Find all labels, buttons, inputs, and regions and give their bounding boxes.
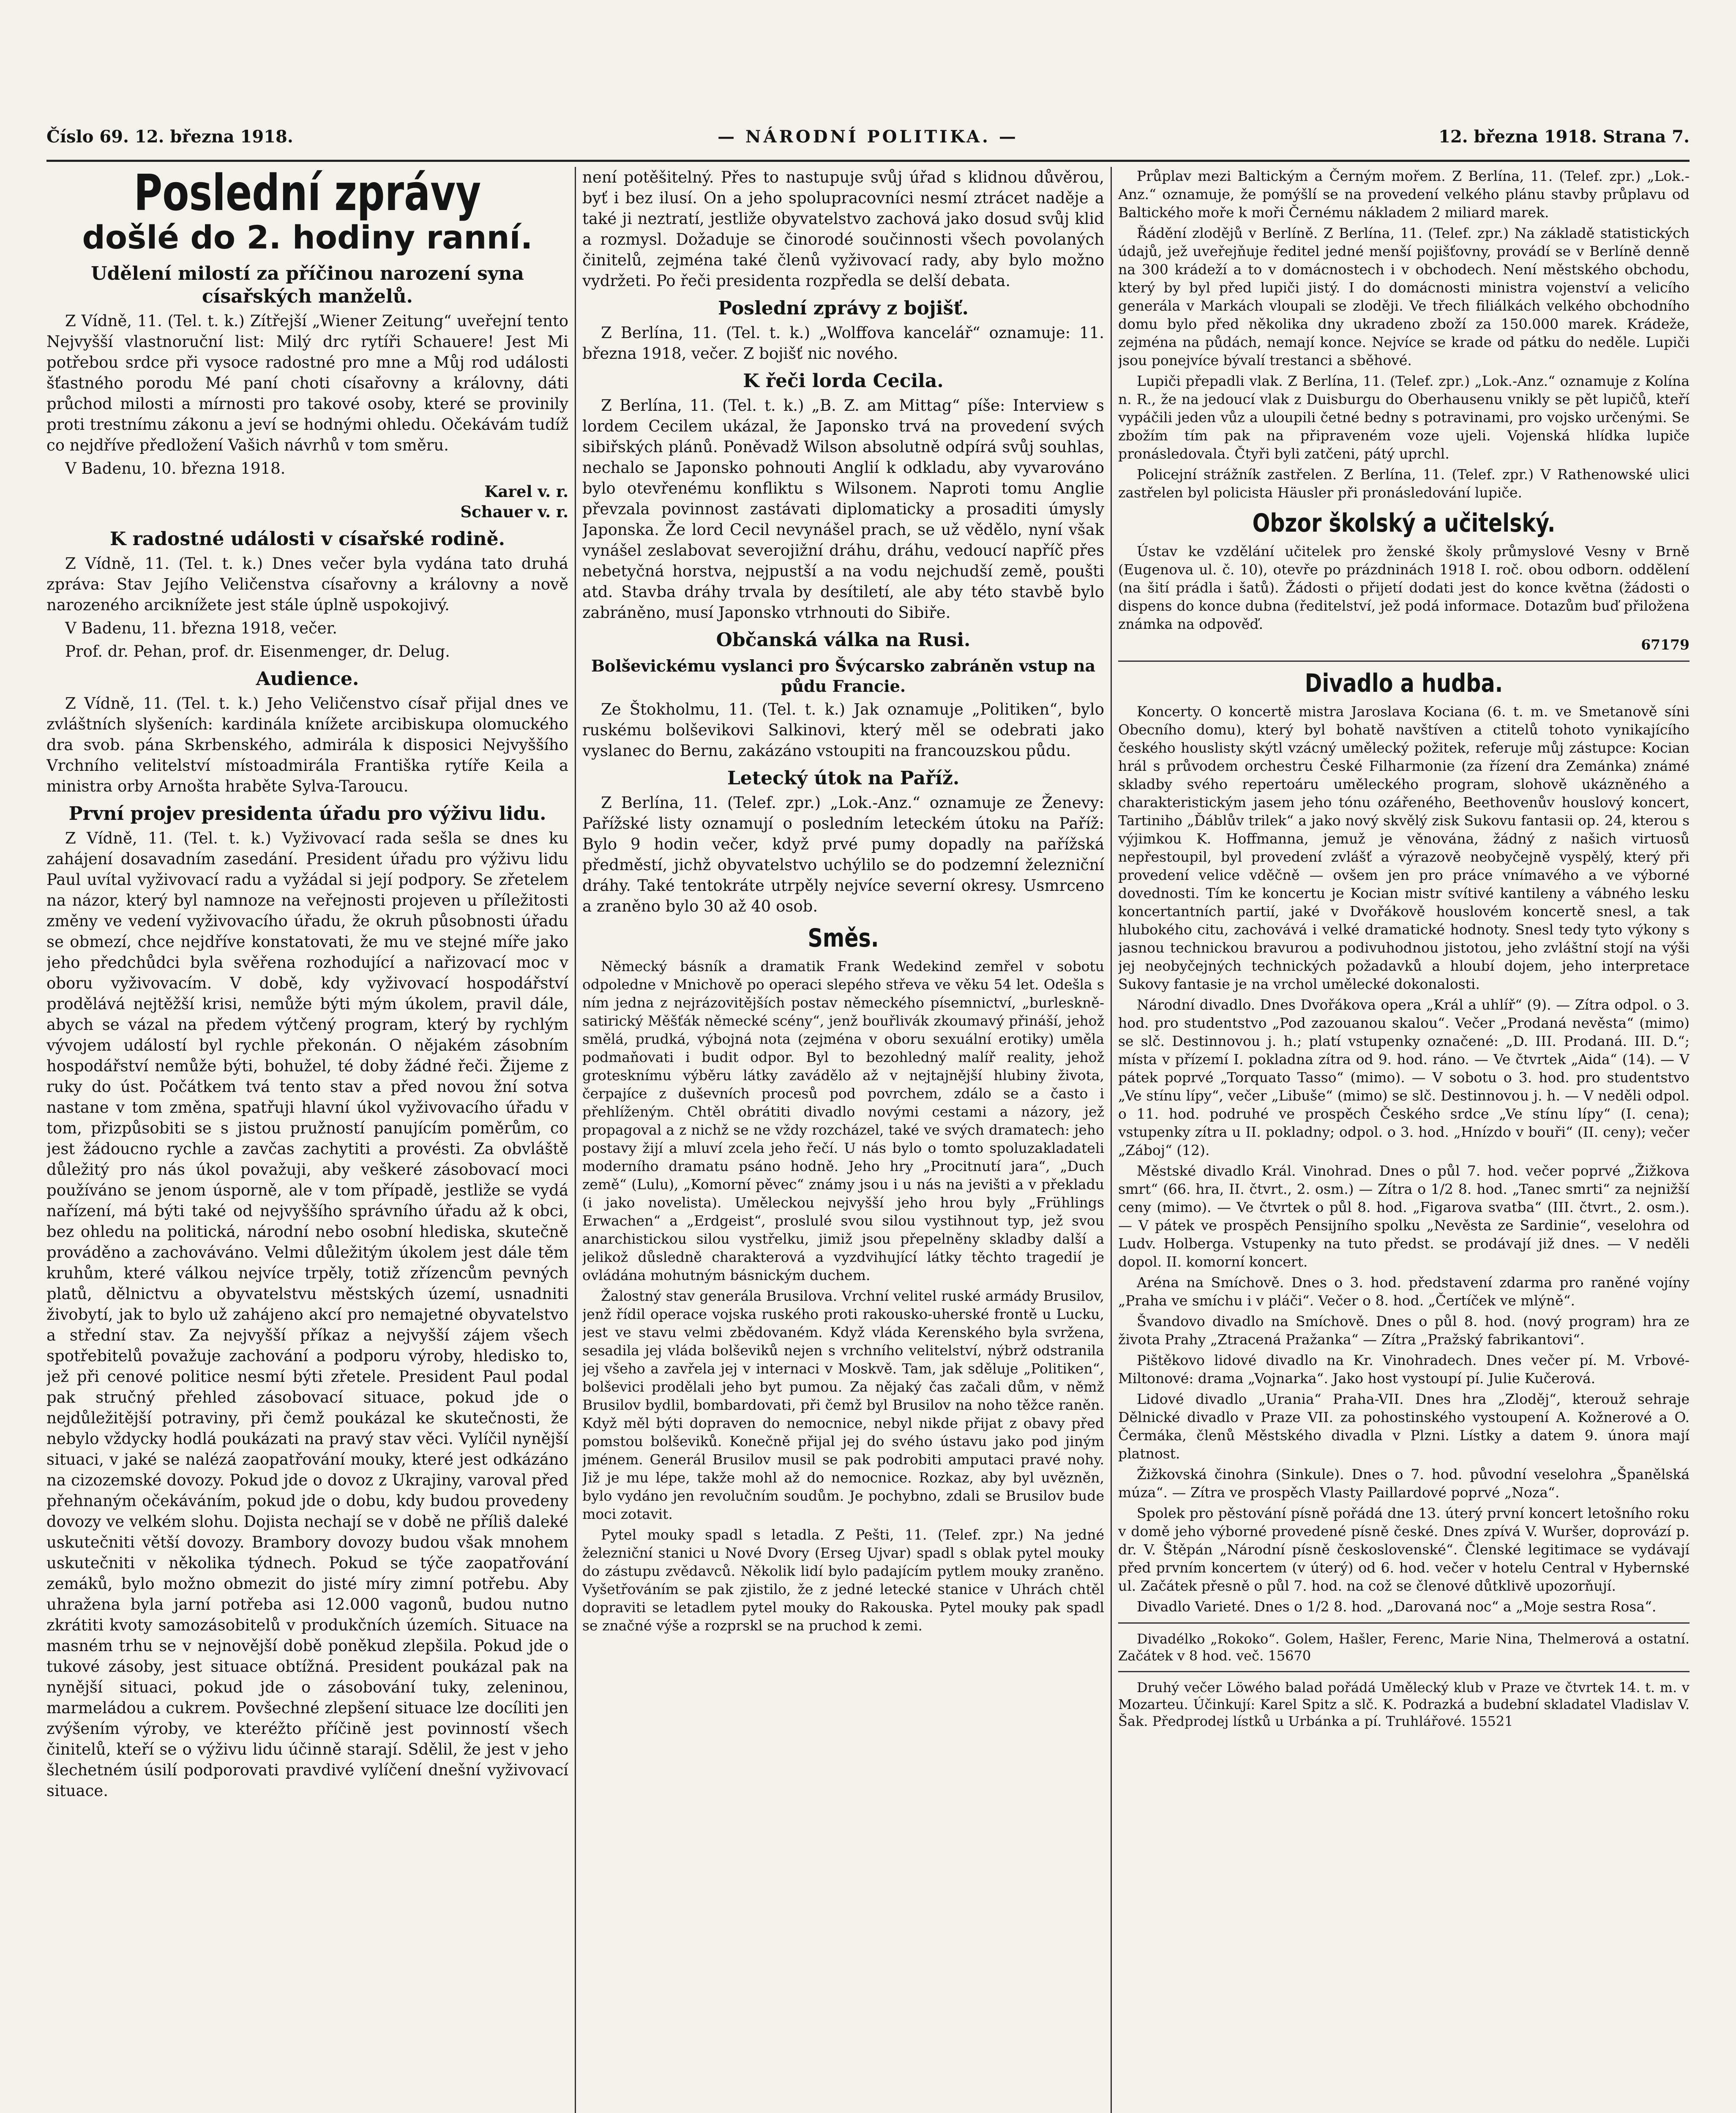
- article-text: Z Vídně, 11. (Tel. t. k.) Dnes večer byla vydána tato druhá zpráva: Stav Jejího Veličenstva císařovny a královny a nově narozeného arciknížete jest stále úplně uspokojivý.: [46, 554, 568, 614]
- advertisement: Druhý večer Löwého balad pořádá Umělecký klub v Praze ve čtvrtek 14. t. m. v Mozarteu. Účinkují: Karel Spitz a slč. K. Podrazká a budební skladatel Vladislav V. Šak. Předprodej lístků u Urbánka a pí. Truhlářové. 15521: [1118, 1679, 1690, 1729]
- article-text: Ze Štokholmu, 11. (Tel. t. k.) Jak oznamuje „Politiken“, bylo ruskému bolševikovi Salkinovi, který měl se odebrati jako vyslanec do Bernu, zakázáno vstoupiti na francouzskou půdu.: [582, 700, 1104, 760]
- column-3: [1118, 167, 1690, 2113]
- article-text: Koncerty. O koncertě mistra Jaroslava Kociana (6. t. m. ve Smetanově síni Obecního domu), který byl bohatě navštíven a ctitelů tohoto vynikajícího českého houslisty skýtl vzácný umělecký požitek, referuje můj zástupce: Kocian hrál s průvodem orchestru České Filharmonie (za řízení dra Zemánka) známé skladby svého repertoáru uměleckého program, slohově ukázněného a charakteristickým jasem jeho tónu ozářeného, Beethovenův houslový koncert, Tartiniho „Ďáblův trilek“ a jako nový skvělý zisk Sukovu fantasii op. 24, kterou s výjimkou K. Hoffmanna, jemuž je věnována, žádný z našich virtuosů nepřestoupil, byl provedení zvlášť a výrazově neobyčejně vyspělý, který při provedení velice vděčně — ovšem jen pro práce vnímavého a ve výborné dovednosti. Tím ke koncertu je Kocian mistr svítivé kantileny a vábného lesku koncertantních partií, jaké v Dvořákově houslovém koncertě snesl, a tak hlubokého citu, zachovává i velké dramatické hodnoty. Snesl tedy tyto výkony s jasnou technickou bravurou a podivuhodnou jistotou, jeho zvláštní stojí na výši jej neobyčejných technických požadavků a hloubí dojem, jeho interpretace Sukovy fantasie je na vrchol umělecké dokonalosti.: [1118, 703, 1690, 992]
- column-divider: [1111, 167, 1112, 2113]
- header-rule: [46, 160, 1690, 162]
- article-text: Žalostný stav generála Brusilova. Vrchní velitel ruské armády Brusilov, jenž řídil operace vojska ruského proti rakousko-uherské frontě u Lucku, jest ve stavu velmi zbědovaném. Když vláda Kerenského byla svržena, sesadila jej vláda bolševiků nejen s vrchního velitelství, nýbrž odstranila jej všeho a zavřela jej v internaci v Moskvě. Tam, jak sděluje „Politiken“, bolševici prodělali jeho byt pumou. Za nějaký čas začali dům, v němž Brusilov bydlil, bombardovati, při čemž byl Brusilov na noho těžce raněn. Když měl býti dopraven do nemocnice, nebyl nikde přijat z obavy před pomstou bolševiků. Konečně přijal jej do svého ústavu jako pod jiným jménem. Generál Brusilov musil se pak podrobiti amputaci pravé nohy. Již je mu lépe, takže mohl až do nemocnice. Rozkaz, aby byl uvězněn, bylo vydáno jen revolučním soudům. Je pochybno, zdali se Brusilov bude moci zotavit.: [582, 1288, 1104, 1522]
- newspaper-title: — NÁRODNÍ POLITIKA. —: [718, 127, 1018, 147]
- article-text: Divadlo Varieté. Dnes o 1/2 8. hod. „Darovaná noc“ a „Moje sestra Rosa“.: [1137, 1598, 1657, 1615]
- article-text: Z Vídně, 11. (Tel. t. k.) Jeho Veličenstvo císař přijal dnes ve zvláštních slyšeních: kardinála knížete arcibiskupa olomuckého dra svob. pána Skrbenského, admirála k disposici Nejvyššího Vrchního velitelství místoadmirála Františka rytíře Keila a ministra orby Arnošta hraběte Sylva-Taroucu.: [46, 694, 568, 795]
- article-text: Aréna na Smíchově. Dnes o 3. hod. představení zdarma pro raněné vojíny „Praha ve smíchu i v pláči“. Večer o 8. hod. „Čertíček ve mlýně“.: [1118, 1274, 1690, 1309]
- page-header: [46, 127, 1690, 156]
- article-text: Z Vídně, 11. (Tel. t. k.) Vyživovací rada sešla se dnes ku zahájení dosavadním zasedání. President úřadu pro výživu lidu Paul uvítal vyživovací radu a vyžádal si její podpory. Se zřetelem na názor, který byl namnoze na veřejnosti projeven u příležitosti změny ve vedení vyživovacího úřadu, že okruh působnosti úřadu se obmezí, chce nejdříve konstatovati, že mu ve stejné míře jako jeho předchůdci byla svěřena rozhodující a nařizovací moc v oboru vyživovacím. V době, kdy vyživovací hospodářství prodělává nejtěžší krisi, nemůže býti mým úkolem, pravil dále, abych se vázal na předem výtčený program, který by rychlým vývojem událostí byl rychle překonán. O nějakém zásobním hospodářství nemůže býti, bohužel, té doby žádné řeči. Žijeme z ruky do úst. Počátkem tvá tento stav a před novou žní sotva nastane v tom změna, spatřuji hlavní úkol vyživovacího úřadu v tom, přizpůsobiti se s jistou pružností panujícím poměrům, co jest žádoucno rychle a zavčas zachytiti a provésti. Za obvláště důležitý pro nás úkol považuji, aby veškeré zásobovací moci používáno se jenom úsporně, ale v tom případě, jestliže se vydá nařízení, má býti také od nejvyššího správního úřadu až k obci, bez ohledu na politická, národní nebo osobní hlediska, skutečně prováděno a zachováváno. Velmi důležitým úkolem jest dále těm kruhům, které válkou nejvíce trpěly, totiž zřízencům pevných platů, dělnictvu a obyvatelstvu městských území, usnadniti živobytí, jak to bylo už zahájeno akcí pro nemajetné obyvatelstvo a střední stav. Za nejvyšší příkaz a nejvyšší zájem všech spotřebitelů považuje zachování a podporu výroby, hledisko to, jež při cenové politice nesmí býti zřetele. President Paul podal pak stručný přehled zásobovací situace, pokud jde o nejdůležitější potraviny, při čemž poukázal ke skutečnosti, že nebylo vždycky hodlá poukázati na pravý stav věci. Vylíčil nynější situaci, v jaké se nalézá zaopatřování mouky, které jest odkázáno na cizozemské dovozy. Pokud jde o dovoz z Ukrajiny, varoval před přehnaným očekáváním, pokud jde o dobu, kdy budou provedeny dovozy ve velkém slohu. Dojista nechají se v době ne příliš daleké uskutečniti větší dovozy. Brambory dovozy budou však mnohem uskutečniti v několika týdnech. Pokud se týče zaopatřování zemáků, bylo možno obmezit do jisté míry zimní potřebu. Aby uhražena byla jarní potřeba asi 12.000 vagonů, budou nutno zkrátiti kvoty samozásobitelů v produkčních územích. Situace na masném trhu se v nejnovější době poněkud zlepšila. Pokud jde o tukové zásoby, jest situace obtížná. President poukázal pak na nynější situaci, pokud jde o zásobování tuky, zeleninou, marmeládou a cukrem. Povšechné zlepšení situace lze docíliti jen zvýšením výroby, ve kteréžto příčině jest povinností všech činitelů, kteří se o výživu lidu účinně starají. Sdělil, že jest v jeho šlechetném úsilí podporovati pravdivé vylíčení dnešní vyživovací situace.: [46, 829, 568, 1800]
- article-heading: Občanská válka na Rusi.: [716, 629, 971, 651]
- article-text: Městské divadlo Král. Vinohrad. Dnes o půl 7. hod. večer poprvé „Žižkova smrt“ (66. hra, II. čtvrt., 2. osm.) — Zítra o 1/2 8. hod. „Tanec smrti“ za nejnižší ceny (mimo). — Ve čtvrtek o půl 8. hod. „Figarova svatba“ (III. čtvrt., 2. osm.). — V pátek ve prospěch Pensijního spolku „Nevěsta ze Sardinie“, veselohra od Ludv. Holberga. Vstupenky na tuto předst. se prodávají již dnes. — V neděli dopol. II. komorní koncert.: [1118, 1163, 1690, 1270]
- section-divider: [1118, 661, 1690, 662]
- masthead-subtitle: došlé do 2. hodiny ranní.: [82, 218, 533, 256]
- article-text: Spolek pro pěstování písně pořádá dne 13. úterý první koncert letošního roku v domě jeho výborné provedené písně české. Dnes zpívá V. Wuršer, doprovází p. dr. V. Štěpán „Národní písně československé“. Členské legitimace se vydávají před prvním koncertem (v úterý) od 6. hod. večer v hotelu Central v Hybernské ul. Začátek přesně o půl 7. hod. na což se členové důtklivě upozorňují.: [1118, 1505, 1690, 1594]
- masthead-title: Poslední zprávy: [134, 167, 481, 222]
- section-heading: Divadlo a hudba.: [1305, 669, 1503, 698]
- article-text: Řádění zlodějů v Berlíně. Z Berlína, 11. (Telef. zpr.) Na základě statistických údajů, jež uveřejňuje ředitel jedné menší pojišťovny, provádí se v Berlíně denně na 300 krádeží a to v domácnostech i v obchodech. Není městského obchodu, který by byl před lupiči jistý. I do domácnosti ministra vojenství a velicího generála v Markách vloupali se zloději. Ve třech filiálkách velkého obchodního domu bylo před několika dny ukradeno zboží za 150.000 marek. Krádeže, zejména na půdách, nemají konce. Nejvíce se krade od pátku do neděle. Lupiči jsou ponejvíce bývalí trestanci a sběhové.: [1118, 225, 1690, 369]
- article-text: Německý básník a dramatik Frank Wedekind zemřel v sobotu odpoledne v Mnichově po operaci slepého střeva ve věku 54 let. Odešla s ním jedna z nejrázovitějších postav německého písemnictví, „burleskně-satirický Měšťák německé scény“, jenž bouřlivák zkoumavý přináší, jehož smělá, prudká, výbojná nota (zejména v oboru sexuální erotiky) uměla podmaňovati i budit odpor. Byl to bezohledný malíř reality, jehož grotesknímu výběru látky zavádělo až v nejtajnější hlubiny života, čerpajíce z duševních procesů pod povrchem, zdálo se a často i přehlíženým. Chtěl obrátiti divadlo novými cestami a názory, jež propagoval a z nichž se ne vždy rozcházel, také ve svých dramatech: jeho postavy žijí a mluví zcela jeho řečí. U nás bylo o tomto spoluzakladateli moderního dramatu psáno hodně. Jeho hry „Procitnutí jara“, „Duch země“ (Lulu), „Komorní pěvec“ známy jsou i u nás na jevišti a v překladu (i jako novelista). Uměleckou nejvyšší jeho hrou byly „Frühlings Erwachen“ a „Erdgeist“, proslulé svou silou vystihnout typ, jež svou anarchistickou silou vystřelku, jimiž jsou přepelněny skladby další a jelikož důsledně charakterová a vyzdvihující látky těchto tragedií je ovládána mohutným básnickým duchem.: [582, 958, 1104, 1283]
- article-dateline: V Badenu, 10. března 1918.: [65, 459, 286, 478]
- short-news: [1118, 167, 1690, 502]
- column-1: [46, 167, 568, 2113]
- section-divider: [1118, 1622, 1690, 1624]
- article-heading: K řeči lorda Cecila.: [743, 370, 944, 392]
- column-divider: [575, 167, 576, 2113]
- article-text: Lidové divadlo „Urania“ Praha-VII. Dnes hra „Zloděj“, kterouž sehraje Dělnické divadlo v Praze VII. za pohostinského vystoupení A. Kožnerové a O. Čermáka, členů Městského divadla v Plzni. Lístky a datem 9. února mají platnost.: [1118, 1391, 1690, 1462]
- signature: Schauer v. r.: [460, 502, 568, 521]
- page-number: 12. března 1918. Strana 7.: [1438, 127, 1690, 147]
- latest-news-masthead: [46, 167, 568, 257]
- article-text: Švandovo divadlo na Smíchově. Dnes o půl 8. hod. (nový program) hra ze života Prahy „Ztracená Pražanka“ — Zítra „Pražský fabrikantovi“.: [1118, 1313, 1690, 1348]
- theatre-section: [1118, 702, 1690, 1616]
- article-text: Žižkovská činohra (Sinkule). Dnes o 7. hod. původní veselohra „Španělská múza“. — Zítra ve prospěch Vlasty Paillardové poprvé „Noza“.: [1118, 1466, 1690, 1501]
- section-divider: [1118, 1671, 1690, 1672]
- article-text: Pištěkovo lidové divadlo na Kr. Vinohradech. Dnes večer pí. M. Vrbové-Miltonové: drama „Vojnarka“. Jako host vystoupí pí. Julie Kučerová.: [1118, 1352, 1690, 1387]
- article-heading: První projev presidenta úřadu pro výživu lidu.: [68, 803, 546, 824]
- article-text: Z Berlína, 11. (Tel. t. k.) „B. Z. am Mittag“ píše: Interview s lordem Cecilem ukázal, že Japonsko trvá na provedení svých sibiřských plánů. Poněvadž Wilson absolutně odpírá svůj souhlas, nechalo se Japonsko pohnouti Anglií k odkladu, aby vyvarováno bylo otevřenému konfliktu s Wilsonem. Naproti tomu Anglie převzala povinnost zastávati diplomaticky a prosaditi úmysly Japonska. Že lord Cecil nevynášel prach, se už vědělo, nyní však vynášel zeslabovat severojižní dráhu, dráhu, vedoucí napříč přes nebetyčná horstva, nejpustší a na vodu nejchudší země, poušti atd. Stavba dráhy trvala by desítiletí, ale aby této stavbě bylo zabráněno, musí Japonsko vtrhnouti do Sibiře.: [582, 396, 1104, 622]
- article-text: Z Vídně, 11. (Tel. t. k.) Zítřejší „Wiener Zeitung“ uveřejní tento Nejvyšší vlastnoruční list: Milý drc rytíři Schauere! Jest Mi potřebou srdce při vysoce radostné pro mne a Můj rod události šťastného porodu Mé paní choti císařovny a královny, dáti průchod milosti a mírnosti pro takové osoby, které se provinily proti trestnímu zákonu a jeví se hodnými ohledu. Očekávám tudíž co nejdříve předložení Vašich návrhů v tom směru.: [46, 312, 568, 454]
- article-subheading: Bolševickému vyslanci pro Švýcarsko zabráněn vstup na půdu Francie.: [591, 656, 1096, 696]
- article-heading: Audience.: [256, 668, 359, 690]
- section-heading: Obzor školský a učitelský.: [1252, 508, 1556, 538]
- article-text: není potěšitelný. Přes to nastupuje svůj úřad s klidnou důvěrou, byť i bez ilusí. On a jeho spolupracovníci nesmí ztrácet naděje a také ji neztratí, jestliže obyvatelstvo zachová jako dosud svůj klid a rozmysl. Dožaduje se činorodé součinnosti všech povolaných činitelů, zejména také členů vyživovací rady, aby bylo možno vydržeti. Po řeči presidenta rozpředla se delší debata.: [582, 168, 1104, 290]
- signature: Karel v. r.: [484, 482, 568, 501]
- ad-number: 67179: [1641, 636, 1690, 653]
- article-text: Lupiči přepadli vlak. Z Berlína, 11. (Telef. zpr.) „Lok.-Anz.“ oznamuje z Kolína n. R., že na jedoucí vlak z Duisburgu do Oberhausenu vnikly se pět lupičů, kteří vypáčili jeden vůz a uloupili četné bedny s potravinami, pro vojsko určenými. Se zbožím tím pak na připraveném voze ujeli. Vojenská hlídka lupiče pronásledovala. Čtyři byli zatčeni, pátý uprchl.: [1118, 373, 1690, 462]
- article-text: Národní divadlo. Dnes Dvořákova opera „Král a uhlíř“ (9). — Zítra odpol. o 3. hod. pro studentstvo „Pod zazouanou skalou“. Večer „Prodaná nevěsta“ (mimo) se slč. Destinnovou j. h.; platí vstupenky označené: „D. III. Prodaná. III. D.“; místa v přízemí I. pokladna zítra od 9. hod. ráno. — Ve čtvrtek „Aida“ (14). — V pátek poprvé „Torquato Tasso“ (mimo). — V sobotu o 3. hod. pro studentstvo „Ve stínu lípy“, večer „Libuše“ (mimo) se slč. Destinnovou j. h. — V neděli odpol. o 11. hod. podruhé ve prospěch Českého srdce „Ve stínu lípy“ (I. cena); vstupenky zítra u II. pokladny; odpol. o 3. hod. „Hnízdo v bouři“ (II. ceny); večer „Záboj“ (12).: [1118, 996, 1690, 1158]
- article-heading: Udělení milostí za příčinou narození syna císařských manželů.: [91, 263, 524, 307]
- article-text: Z Berlína, 11. (Telef. zpr.) „Lok.-Anz.“ oznamuje ze Ženevy: Pařížské listy oznamují o posledním leteckém útoku na Paříž: Bylo 9 hodin večer, když prvé pumy dopadly na pařížská předměstí, jichž obyvatelstvo uchýlilo se do podzemní železniční dráhy. Také tentokráte utrpěly nejvíce severní okresy. Usmrceno a zraněno bylo 30 až 40 osob.: [582, 794, 1104, 915]
- article-text: Prof. dr. Pehan, prof. dr. Eisenmenger, dr. Delug.: [65, 642, 450, 661]
- school-section: [1118, 542, 1690, 654]
- miscellany-section: [582, 957, 1104, 1635]
- article-text: Z Berlína, 11. (Tel. t. k.) „Wolffova kancelář“ oznamuje: 11. března 1918, večer. Z bojišť nic nového.: [582, 324, 1104, 363]
- article-dateline: V Badenu, 11. března 1918, večer.: [65, 619, 337, 637]
- article-heading: K radostné události v císařské rodině.: [110, 528, 505, 550]
- column-2: [582, 167, 1104, 2113]
- issue-date: Číslo 69. 12. března 1918.: [46, 127, 293, 147]
- section-heading: Směs.: [808, 923, 879, 953]
- advertisement: Divadélko „Rokoko“. Golem, Hašler, Ferenc, Marie Nina, Thelmerová a ostatní. Začátek v 8 hod. več. 15670: [1118, 1631, 1690, 1664]
- article-text: Policejní strážník zastřelen. Z Berlína, 11. (Telef. zpr.) V Rathenowské ulici zastřelen byl policista Häusler při pronásledování lupiče.: [1118, 466, 1690, 501]
- article-heading: Letecký útok na Paříž.: [727, 767, 960, 789]
- article-text: Pytel mouky spadl s letadla. Z Pešti, 11. (Telef. zpr.) Na jedné železniční stanici u Nové Dvory (Erseg Ujvar) spadl s oblak pytel mouky do zástupu zvědavců. Několik lidí bylo padajícím pytlem mouky zraněno. Vyšetřováním se pak zjistilo, že z jedné letecké stanice v Uhrách chtěl dopraviti se letadlem pytel mouky do Rakouska. Pytel mouky pak spadl se značné výše a rozprskl se na pruchod k zemi.: [582, 1526, 1104, 1634]
- article-heading: Poslední zprávy z bojišť.: [718, 298, 969, 319]
- article-text: Průplav mezi Baltickým a Černým mořem. Z Berlína, 11. (Telef. zpr.) „Lok.-Anz.“ oznamuje, že pomýšlí se na provedení velkého plánu stavby průplavu od Baltického moře k moři Černému nákladem 2 miliard marek.: [1118, 168, 1690, 221]
- article-text: Ústav ke vzdělání učitelek pro ženské školy průmyslové Vesny v Brně (Eugenova ul. č. 10), otevře po prázdninách 1918 I. roč. obou odborn. oddělení (na šití prádla i šatů). Žádosti o přijetí dodati jest do konce května (žádosti o dispens do konce dubna (ředitelství, jež podá informace. Dotazům buď přiložena známka na odpověď.: [1118, 543, 1690, 632]
